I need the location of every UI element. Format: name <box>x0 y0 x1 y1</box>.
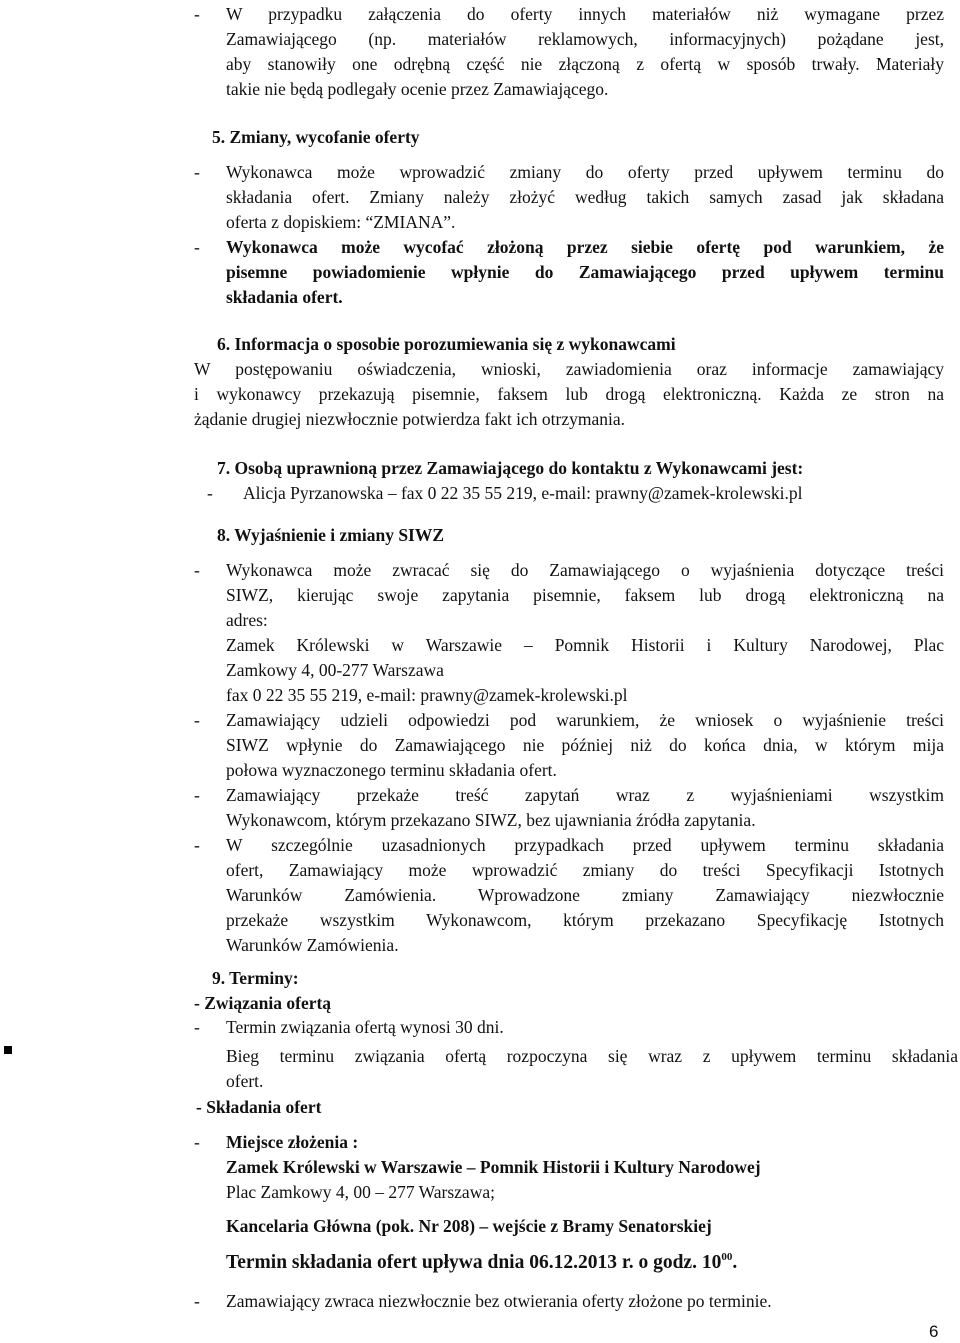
text-line: i wykonawcy przekazują pisemnie, faksem lub drogą elektroniczną. Każda ze stron na <box>194 384 944 404</box>
section-heading: 5. Zmiany, wycofanie oferty <box>212 127 420 147</box>
bullet-dash: - <box>207 483 213 503</box>
address-line: Zamek Królewski w Warszawie – Pomnik Historii i Kultury Narodowej, Plac <box>226 635 944 655</box>
bullet-dash: - <box>194 237 200 257</box>
bullet-dash: - <box>194 162 200 182</box>
text-line: Warunków Zamówienia. Wprowadzone zmiany Zamawiający niezwłocznie <box>226 885 944 905</box>
text-line: ofert. <box>226 1071 264 1091</box>
place-line: Zamek Królewski w Warszawie – Pomnik Historii i Kultury Narodowej <box>226 1157 761 1177</box>
bullet-dash: - <box>194 710 200 730</box>
text-line: Miejsce złożenia : <box>226 1132 359 1152</box>
text-line: takie nie będą podlegały ocenie przez Zamawiającego. <box>226 79 609 99</box>
text-line: Wykonawca może wprowadzić zmiany do oferty przed upływem terminu do <box>226 162 944 182</box>
text-line: przekaże wszystkim Wykonawcom, którym przekazano Specyfikację Istotnych <box>226 910 944 930</box>
section-heading: 6. Informacja o sposobie porozumiewania się z wykonawcami <box>217 334 676 354</box>
address-line: fax 0 22 35 55 219, e-mail: prawny@zamek-krolewski.pl <box>226 685 628 705</box>
square-bullet-icon <box>4 1046 12 1054</box>
text-line: Zamawiający przekaże treść zapytań wraz z wyjaśnieniami wszystkim <box>226 785 944 805</box>
deadline-minutes: 00 <box>721 1251 733 1263</box>
text-line: Wykonawca może wycofać złożoną przez siebie ofertę pod warunkiem, że <box>226 237 944 257</box>
subheading: - Składania ofert <box>196 1097 322 1117</box>
bullet-dash: - <box>194 1291 200 1311</box>
text-line: ofert, Zamawiający może wprowadzić zmiany do treści Specyfikacji Istotnych <box>226 860 944 880</box>
section-heading: 8. Wyjaśnienie i zmiany SIWZ <box>217 525 445 545</box>
bullet-dash: - <box>194 835 200 855</box>
text-line: oferta z dopiskiem: “ZMIANA”. <box>226 212 456 232</box>
text-line: żądanie drugiej niezwłocznie potwierdza fakt ich otrzymania. <box>194 409 625 429</box>
bullet-dash: - <box>194 1017 200 1037</box>
text-line: SIWZ wpłynie do Zamawiającego nie później niż do końca dnia, w którym mija <box>226 735 944 755</box>
office-line: Kancelaria Główna (pok. Nr 208) – wejście z Bramy Senatorskiej <box>226 1216 712 1236</box>
text-line: Zamawiającego (np. materiałów reklamowych, informacyjnych) pożądane jest, <box>226 29 944 49</box>
contact-line: Alicja Pyrzanowska – fax 0 22 35 55 219, e-mail: prawny@zamek-krolewski.pl <box>243 483 803 503</box>
text-line: adres: <box>226 610 268 630</box>
section-heading: 7. Osobą uprawnioną przez Zamawiającego do kontaktu z Wykonawcami jest: <box>217 458 804 478</box>
text-line: Wykonawca może zwracać się do Zamawiającego o wyjaśnienia dotyczące treści <box>226 560 944 580</box>
place-line: Plac Zamkowy 4, 00 – 277 Warszawa; <box>226 1182 495 1202</box>
text-line: Warunków Zamówienia. <box>226 935 399 955</box>
bullet-dash: - <box>194 4 200 24</box>
text-line: W postępowaniu oświadczenia, wnioski, zawiadomienia oraz informacje zamawiający <box>194 359 944 379</box>
text-line: aby stanowiły one odrębną część nie złączoną z ofertą w sposób trwały. Materiały <box>226 54 944 74</box>
text-line: Termin związania ofertą wynosi 30 dni. <box>226 1017 504 1037</box>
text-line: Wykonawcom, którym przekazano SIWZ, bez ujawniania źródła zapytania. <box>226 810 756 830</box>
bullet-dash: - <box>194 560 200 580</box>
deadline-line <box>226 1249 737 1279</box>
text-line: Zamawiający zwraca niezwłocznie bez otwierania oferty złożone po terminie. <box>226 1291 772 1311</box>
text-line: Zamawiający udzieli odpowiedzi pod warunkiem, że wniosek o wyjaśnienie treści <box>226 710 944 730</box>
section-heading: 9. Terminy: <box>212 968 299 988</box>
text-line: połowa wyznaczonego terminu składania ofert. <box>226 760 557 780</box>
bullet-dash: - <box>194 1132 200 1152</box>
text-line: składania ofert. <box>226 287 343 307</box>
subheading: - Związania ofertą <box>194 993 332 1013</box>
text-line: Bieg terminu związania ofertą rozpoczyna się wraz z upływem terminu składania <box>226 1046 958 1066</box>
text-line: pisemne powiadomienie wpłynie do Zamawiającego przed upływem terminu <box>226 262 944 282</box>
page-number: 6 <box>929 1322 939 1341</box>
text-line: W szczególnie uzasadnionych przypadkach przed upływem terminu składania <box>226 835 944 855</box>
bullet-dash: - <box>194 785 200 805</box>
deadline-text: Termin składania ofert upływa dnia 06.12.2013 r. o godz. 10 <box>226 1252 722 1273</box>
deadline-period: . <box>732 1252 738 1273</box>
text-line: SIWZ, kierując swoje zapytania pisemnie, faksem lub drogą elektroniczną na <box>226 585 944 605</box>
text-line: W przypadku załączenia do oferty innych materiałów niż wymagane przez <box>226 4 944 24</box>
address-line: Zamkowy 4, 00-277 Warszawa <box>226 660 444 680</box>
text-line: składania ofert. Zmiany należy złożyć według takich samych zasad jak składana <box>226 187 944 207</box>
